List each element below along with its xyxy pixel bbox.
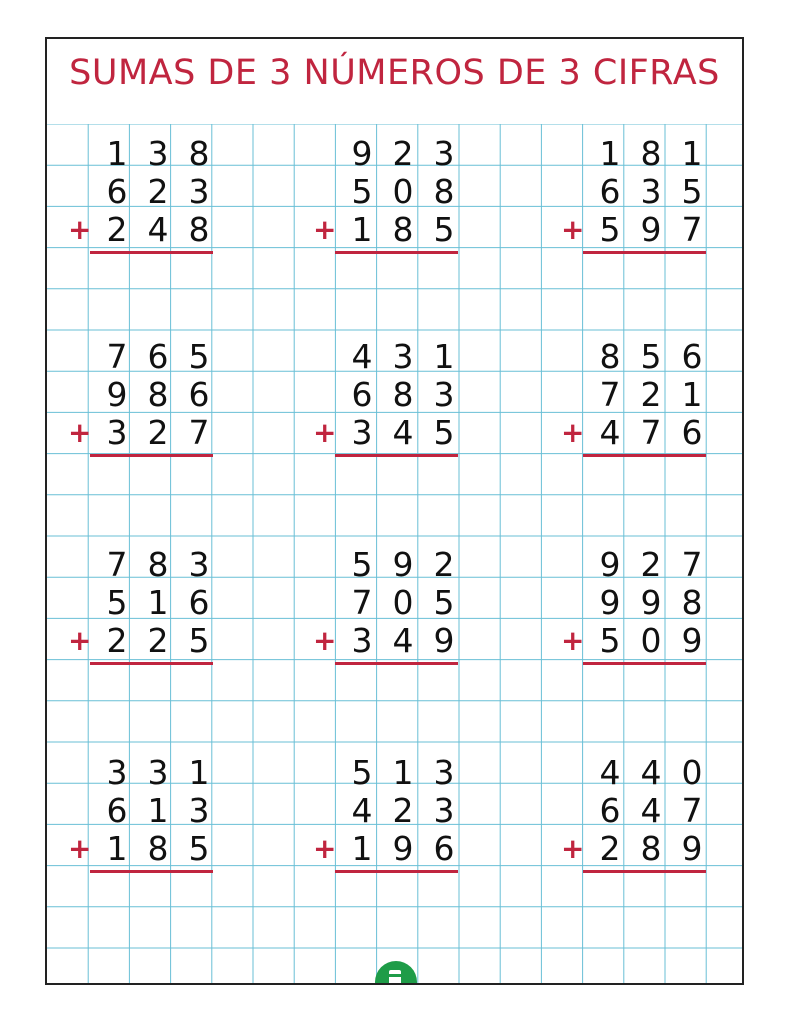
digit: 5: [433, 210, 455, 249]
digit: 1: [351, 829, 373, 868]
sum-line: [90, 454, 213, 457]
digit: 9: [392, 829, 414, 868]
plus-sign: +: [313, 213, 337, 246]
digit: 9: [106, 375, 128, 414]
digit: 8: [147, 545, 169, 584]
digit: 2: [147, 413, 169, 452]
sum-line: [335, 870, 458, 873]
digit: 6: [188, 375, 210, 414]
digit: 2: [106, 621, 128, 660]
addition-problem: [561, 134, 711, 267]
sum-line: [335, 662, 458, 665]
sum-line: [335, 454, 458, 457]
addition-problem: [313, 337, 463, 470]
digit: 3: [433, 753, 455, 792]
sum-line: [90, 870, 213, 873]
plus-sign: +: [561, 832, 585, 865]
digit: 2: [106, 210, 128, 249]
plus-sign: +: [561, 624, 585, 657]
digit: 9: [433, 621, 455, 660]
digit: 8: [640, 134, 662, 173]
plus-sign: +: [68, 832, 92, 865]
digit: 9: [681, 621, 703, 660]
digit: 8: [147, 375, 169, 414]
digit: 3: [351, 621, 373, 660]
addition-problem: [68, 134, 218, 267]
digit: 4: [640, 791, 662, 830]
digit: 2: [599, 829, 621, 868]
digit: 1: [351, 210, 373, 249]
digit: 8: [392, 375, 414, 414]
plus-sign: +: [68, 416, 92, 449]
digit: 3: [392, 337, 414, 376]
digit: 6: [188, 583, 210, 622]
digit: 4: [351, 337, 373, 376]
addition-problem: [561, 545, 711, 678]
digit: 6: [433, 829, 455, 868]
digit: 4: [351, 791, 373, 830]
digit: 8: [433, 172, 455, 211]
digit: 4: [392, 413, 414, 452]
digit: 4: [599, 753, 621, 792]
digit: 4: [147, 210, 169, 249]
digit: 5: [433, 583, 455, 622]
digit: 1: [392, 753, 414, 792]
digit: 3: [106, 413, 128, 452]
digit: 1: [188, 753, 210, 792]
addition-problem: [68, 753, 218, 886]
digit: 5: [640, 337, 662, 376]
worksheet-title: SUMAS DE 3 NÚMEROS DE 3 CIFRAS: [69, 53, 720, 93]
digit: 9: [392, 545, 414, 584]
sum-line: [583, 870, 706, 873]
digit: 3: [147, 134, 169, 173]
digit: 0: [392, 172, 414, 211]
digit: 5: [681, 172, 703, 211]
digit: 1: [681, 134, 703, 173]
digit: 3: [433, 791, 455, 830]
digit: 9: [599, 583, 621, 622]
digit: 6: [106, 791, 128, 830]
digit: 6: [681, 337, 703, 376]
digit: 0: [640, 621, 662, 660]
digit: 6: [351, 375, 373, 414]
digit: 1: [147, 791, 169, 830]
digit: 8: [599, 337, 621, 376]
digit: 7: [681, 545, 703, 584]
digit: 8: [147, 829, 169, 868]
digit: 3: [188, 172, 210, 211]
plus-sign: +: [313, 416, 337, 449]
digit: 3: [433, 375, 455, 414]
sum-line: [583, 454, 706, 457]
digit: 3: [351, 413, 373, 452]
digit: 8: [392, 210, 414, 249]
digit: 0: [392, 583, 414, 622]
digit: 1: [599, 134, 621, 173]
digit: 4: [599, 413, 621, 452]
addition-problem: [561, 753, 711, 886]
digit: 1: [681, 375, 703, 414]
digit: 6: [599, 791, 621, 830]
digit: 2: [640, 375, 662, 414]
digit: 8: [640, 829, 662, 868]
digit: 9: [640, 583, 662, 622]
digit: 3: [106, 753, 128, 792]
digit: 5: [188, 621, 210, 660]
sum-line: [583, 251, 706, 254]
plus-sign: +: [68, 213, 92, 246]
digit: 7: [681, 210, 703, 249]
plus-sign: +: [313, 624, 337, 657]
digit: 2: [433, 545, 455, 584]
digit: 5: [351, 172, 373, 211]
digit: 1: [106, 134, 128, 173]
digit: 4: [640, 753, 662, 792]
digit: 6: [681, 413, 703, 452]
digit: 5: [351, 545, 373, 584]
digit: 2: [392, 134, 414, 173]
addition-problem: [561, 337, 711, 470]
sum-line: [90, 662, 213, 665]
digit: 7: [640, 413, 662, 452]
digit: 6: [599, 172, 621, 211]
digit: 0: [681, 753, 703, 792]
digit: 2: [640, 545, 662, 584]
digit: 7: [351, 583, 373, 622]
digit: 2: [147, 172, 169, 211]
plus-sign: +: [68, 624, 92, 657]
digit: 7: [681, 791, 703, 830]
digit: 8: [681, 583, 703, 622]
digit: 1: [106, 829, 128, 868]
digit: 9: [351, 134, 373, 173]
digit: 2: [147, 621, 169, 660]
digit: 5: [188, 337, 210, 376]
digit: 2: [392, 791, 414, 830]
digit: 3: [188, 545, 210, 584]
digit: 7: [106, 545, 128, 584]
digit: 7: [188, 413, 210, 452]
digit: 3: [147, 753, 169, 792]
digit: 5: [433, 413, 455, 452]
digit: 3: [640, 172, 662, 211]
digit: 5: [106, 583, 128, 622]
plus-sign: +: [313, 832, 337, 865]
digit: 1: [147, 583, 169, 622]
digit: 4: [392, 621, 414, 660]
digit: 3: [433, 134, 455, 173]
addition-problem: [313, 545, 463, 678]
digit: 8: [188, 134, 210, 173]
digit: 5: [188, 829, 210, 868]
plus-sign: +: [561, 416, 585, 449]
plus-sign: +: [561, 213, 585, 246]
digit: 6: [106, 172, 128, 211]
digit: 7: [106, 337, 128, 376]
worksheet-sheet: [45, 37, 744, 985]
addition-problem: [313, 134, 463, 267]
digit: 5: [599, 210, 621, 249]
digit: 9: [640, 210, 662, 249]
digit: 7: [599, 375, 621, 414]
addition-problem: [313, 753, 463, 886]
digit: 5: [351, 753, 373, 792]
sum-line: [90, 251, 213, 254]
sum-line: [335, 251, 458, 254]
digit: 8: [188, 210, 210, 249]
digit: 9: [681, 829, 703, 868]
digit: 6: [147, 337, 169, 376]
digit: 3: [188, 791, 210, 830]
digit: 1: [433, 337, 455, 376]
addition-problem: [68, 545, 218, 678]
addition-problem: [68, 337, 218, 470]
sum-line: [583, 662, 706, 665]
digit: 9: [599, 545, 621, 584]
digit: 5: [599, 621, 621, 660]
